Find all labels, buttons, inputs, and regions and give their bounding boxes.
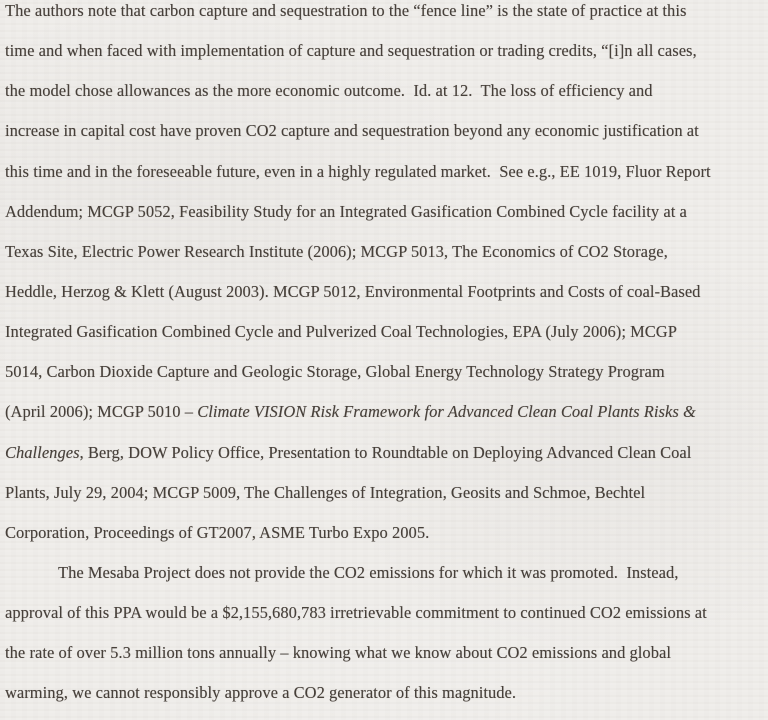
text-segment: this time and in the foreseeable future, even in a highly regulated market. See e.g., EE 1019, Fluor Report <box>5 161 711 181</box>
text-line <box>5 0 766 31</box>
italic-text-segment: Challenges <box>5 442 80 462</box>
text-segment: The Mesaba Project does not provide the CO2 emissions for which it was promoted. Instead, <box>58 562 679 582</box>
text-segment: Plants, July 29, 2004; MCGP 5009, The Challenges of Integration, Geosits and Schmoe, Bechtel <box>5 482 646 502</box>
text-segment: Heddle, Herzog & Klett (August 2003). MCGP 5012, Environmental Footprints and Costs of coal-Based <box>5 281 701 301</box>
text-line <box>5 513 766 553</box>
text-segment: Texas Site, Electric Power Research Institute (2006); MCGP 5013, The Economics of CO2 Storage, <box>5 241 668 261</box>
text-segment: time and when faced with implementation of capture and sequestration or trading credits, “[i]n all cases, <box>5 41 697 61</box>
text-line <box>5 433 766 473</box>
text-segment: the model chose allowances as the more economic outcome. Id. at 12. The loss of efficiency and <box>5 81 653 101</box>
text-segment: approval of this PPA would be a $2,155,680,783 irretrievable commitment to continued CO2 emissions at <box>5 603 707 623</box>
text-segment: (April 2006); MCGP 5010 – <box>5 402 198 422</box>
document-text <box>5 0 766 714</box>
text-segment: warming, we cannot responsibly approve a CO2 generator of this magnitude. <box>5 683 517 703</box>
text-segment: The authors note that carbon capture and sequestration to the “fence line” is the state of practice at this <box>5 1 687 20</box>
text-segment: Integrated Gasification Combined Cycle and Pulverized Coal Technologies, EPA (July 2006); MCGP <box>5 322 677 342</box>
text-line <box>5 553 766 593</box>
text-segment: , Berg, DOW Policy Office, Presentation to Roundtable on Deploying Advanced Clean Coal <box>79 442 692 462</box>
text-line <box>5 232 766 272</box>
text-line <box>5 272 766 312</box>
text-line <box>5 192 766 232</box>
text-line <box>5 633 766 673</box>
text-line <box>5 473 766 513</box>
italic-text-segment: Climate VISION Risk Framework for Advanced Clean Coal Plants Risks & <box>197 402 696 422</box>
text-line <box>5 111 766 151</box>
text-segment: Corporation, Proceedings of GT2007, ASME Turbo Expo 2005. <box>5 522 430 542</box>
text-line <box>5 392 766 432</box>
text-line <box>5 593 766 633</box>
text-line <box>5 152 766 192</box>
text-segment: Addendum; MCGP 5052, Feasibility Study for an Integrated Gasification Combined Cycle facility at a <box>5 201 687 221</box>
text-line <box>5 312 766 352</box>
text-segment: 5014, Carbon Dioxide Capture and Geologic Storage, Global Energy Technology Strategy Program <box>5 362 665 382</box>
text-line <box>5 31 766 71</box>
text-line <box>5 673 766 713</box>
text-segment: increase in capital cost have proven CO2 capture and sequestration beyond any economic justification at <box>5 121 699 141</box>
text-segment: the rate of over 5.3 million tons annually – knowing what we know about CO2 emissions and global <box>5 643 671 663</box>
text-line <box>5 352 766 392</box>
text-line <box>5 71 766 111</box>
